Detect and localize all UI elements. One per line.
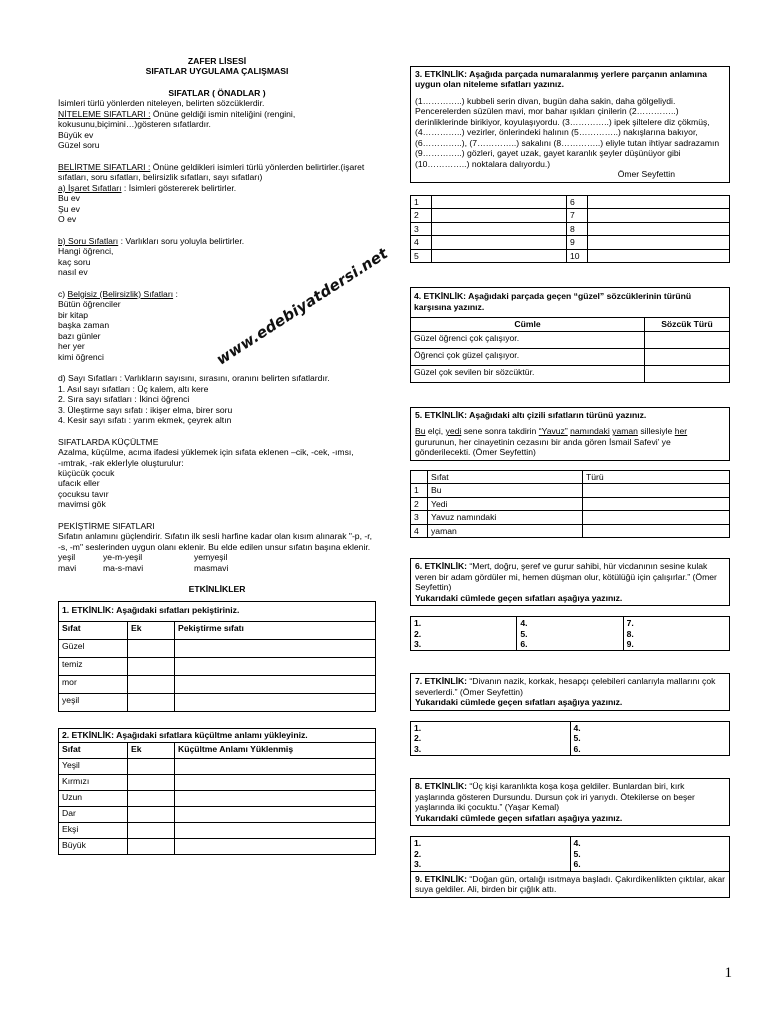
num-label: 6. (573, 743, 581, 754)
num-label: 4. (520, 618, 528, 629)
answer-cell[interactable] (570, 837, 730, 871)
etkinlik-4-title: 4. ETKİNLİK: Aşağıdaki parçada geçen “güzel” sözcüklerinin türünü karşısına yazınız. (411, 288, 730, 318)
table-cell: Dar (59, 806, 128, 822)
etkinlik-3-text: (1…………..) kubbeli serin divan, bugün daha sakin, daha gölgeliydi. Pencerelerden süzülen mavi, mor bahar ışıkları çinilerin (2…………..) derinliklerinde birikiyor, koyulaşıyordu. (3…………..) ipek şiltelere diz çökmüş, (4…………..) vezirler, önlerindeki halının (5…………..) nakışlarına bakıyor, (6…………..), (7…………..) sakalını (8…………..) eliyle tutan ihtiyar sadrazamın (9…………..) gözleri, gayet uzak, gayet karanlık şeyler düşünüyor gibi (10…………..) noktalara dalıyordu.) (415, 95, 720, 169)
example: Bütün öğrenciler (58, 299, 121, 310)
etkinlik-5-title: 5. ETKİNLİK: Aşağıdaki altı çizili sıfatların türünü yazınız. (415, 409, 647, 420)
answer-cell[interactable] (583, 484, 730, 497)
etkinlik-2-title: 2. ETKİNLİK: Aşağıdaki sıfatlara küçültme anlamı yükleyiniz. (59, 729, 376, 742)
answer-cell[interactable] (588, 236, 730, 249)
table-cell: Kırmızı (59, 774, 128, 790)
sayi-item: 1. Asıl sayı sıfatları : Üç kalem, altı kere (58, 383, 209, 394)
num-label: 7. (626, 618, 634, 629)
etkinlik-9-box (410, 872, 730, 898)
table-cell: yaman (428, 524, 583, 537)
example: Şu ev (58, 203, 80, 214)
num-cell: 5 (411, 249, 432, 262)
etkinlik-9-text: 9. ETKİNLİK: “Doğan gün, ortalığı ısıtmaya başladı. Çakırdikenlikten çıktılar, akar suya geldiler. Ali, birden bir çığlık attı. (415, 873, 725, 895)
example: ufacık eller (58, 478, 100, 489)
pekistirme-example: mavi ma-s-mavi masmavi (58, 562, 229, 573)
answer-cell[interactable] (128, 838, 175, 854)
answer-cell[interactable] (411, 837, 571, 871)
answer-cell[interactable] (432, 222, 567, 235)
num-cell: 4 (411, 236, 432, 249)
col-header: Pekiştirme sıfatı (175, 622, 376, 640)
etkinlik-4-table (410, 287, 730, 382)
example: Hangi öğrenci, (58, 246, 114, 257)
example: başka zaman (58, 320, 110, 331)
table-cell: Güzel çok sevilen bir sözcüktür. (411, 365, 645, 382)
page-number: 1 (724, 965, 732, 981)
soru-heading: b) Soru Sıfatları : Varlıkları soru yoluyla belirtirler. (58, 235, 245, 246)
answer-cell[interactable] (588, 209, 730, 222)
etkinlik-5-text: Bu elçi, yedi sene sonra takdirin “Yavuz” namındaki yaman sillesiyle her gururunun, her cinayetinin cezasını bir anda gören İsmail Safevi’ ye gönderilecekti. (Ömer Seyfettin) (415, 426, 688, 458)
num-label: 2. (414, 628, 422, 639)
answer-cell[interactable] (570, 721, 730, 755)
table-cell: Güzel (59, 640, 128, 658)
answer-cell[interactable] (175, 822, 376, 838)
answer-cell[interactable] (175, 694, 376, 712)
example: bazı günler (58, 330, 101, 341)
table-cell: Öğrenci çok güzel çalışıyor. (411, 348, 645, 365)
col-header: Cümle (411, 318, 645, 331)
answer-cell[interactable] (411, 721, 571, 755)
answer-cell[interactable] (175, 774, 376, 790)
num-cell: 1 (411, 195, 432, 208)
isaret-heading: a) İşaret Sıfatları : İsimleri göstererek belirtirler. (58, 182, 237, 193)
answer-cell[interactable] (128, 676, 175, 694)
example: kaç soru (58, 256, 91, 267)
num-label: 6. (520, 638, 528, 649)
section-title: SIFATLAR ( ÖNADLAR ) (168, 87, 266, 98)
niteleme-paragraph: NİTELEME SIFATLARI : Önüne geldiği ismin niteliğini (rengini, kokusunu,biçimini…)gösteren sıfatlardır. (58, 108, 296, 130)
etkinlik-8-answers (410, 836, 730, 871)
answer-cell[interactable] (517, 617, 623, 651)
example: küçücük çocuk (58, 467, 115, 478)
num-cell: 8 (567, 222, 588, 235)
table-cell: mor (59, 676, 128, 694)
answer-cell[interactable] (588, 195, 730, 208)
example: kimi öğrenci (58, 351, 104, 362)
num-cell: 4 (411, 524, 428, 537)
etkinlik-6-box (410, 558, 730, 606)
etkinlik-8-instruction: Yukarıdaki cümlede geçen sıfatları aşağıya yazınız. (415, 812, 623, 823)
answer-cell[interactable] (175, 676, 376, 694)
num-label: 5. (520, 628, 528, 639)
etkinlik-7-box (410, 673, 730, 710)
etkinlik-7-answers (410, 721, 730, 756)
answer-cell[interactable] (623, 617, 729, 651)
sayi-item: 4. Kesir sayı sıfatı : yarım ekmek, çeyrek altın (58, 415, 232, 426)
etkinlik-7-instruction: Yukarıdaki cümlede geçen sıfatları aşağıya yazınız. (415, 697, 623, 708)
col-header: Sıfat (59, 622, 128, 640)
answer-cell[interactable] (128, 640, 175, 658)
answer-cell[interactable] (583, 524, 730, 537)
num-label: 1. (414, 722, 422, 733)
answer-cell[interactable] (175, 838, 376, 854)
num-cell: 2 (411, 209, 432, 222)
col-header: Türü (583, 470, 730, 483)
etkinlik-1-table (58, 601, 376, 712)
answer-cell[interactable] (175, 790, 376, 806)
pekistirme-text: Sıfatın anlamını güçlendirir. Sıfatın ilk sesli harfine kadar olan kısım alınarak "-p, -r, -s, -m" seslerinden uygun olanı eklenir. Bu elde edilen unsur sıfatın başına eklenir. (58, 531, 372, 552)
num-cell: 6 (567, 195, 588, 208)
table-cell: Güzel öğrenci çok çalışıyor. (411, 331, 645, 348)
example: Bu ev (58, 193, 80, 204)
example: O ev (58, 214, 77, 225)
table-cell: Büyük (59, 838, 128, 854)
left-column (58, 56, 376, 855)
num-label: 1. (414, 618, 422, 629)
num-label: 3. (414, 638, 422, 649)
example: bir kitap (58, 309, 89, 320)
etkinlik-6-text: 6. ETKİNLİK: “Mert, doğru, şeref ve gurur sahibi, hür vicdanının sesine kulak veren bir adam gördüler mi, hemen düşman olur, kötülüğü için çalışırlar.” (Ömer Seyfettin) (415, 561, 717, 593)
num-label: 6. (573, 859, 581, 870)
table-cell: Bu (428, 484, 583, 497)
answer-cell[interactable] (645, 348, 730, 365)
kucultme-title: SIFATLARDA KÜÇÜLTME (58, 436, 159, 447)
example: çocuksu tavır (58, 488, 109, 499)
num-label: 4. (573, 722, 581, 733)
example: Büyük ev (58, 129, 94, 140)
num-label: 8. (626, 628, 634, 639)
answer-cell[interactable] (583, 511, 730, 524)
num-cell: 7 (567, 209, 588, 222)
table-cell: temiz (59, 658, 128, 676)
answer-cell[interactable] (588, 249, 730, 262)
etkinlik-6-instruction: Yukarıdaki cümlede geçen sıfatları aşağıya yazınız. (415, 592, 623, 603)
answer-cell[interactable] (432, 249, 567, 262)
answer-cell[interactable] (128, 790, 175, 806)
answer-cell[interactable] (128, 806, 175, 822)
answer-cell[interactable] (175, 758, 376, 774)
answer-cell[interactable] (128, 758, 175, 774)
answer-cell[interactable] (128, 774, 175, 790)
answer-cell[interactable] (128, 694, 175, 712)
answer-cell[interactable] (175, 806, 376, 822)
num-label: 3. (414, 743, 422, 754)
num-cell: 10 (567, 249, 588, 262)
col-header (411, 470, 428, 483)
col-header: Ek (128, 742, 175, 758)
table-cell: Yeşil (59, 758, 128, 774)
col-header: Sözcük Türü (645, 318, 730, 331)
table-cell: yeşil (59, 694, 128, 712)
num-cell: 1 (411, 484, 428, 497)
pekistirme-example: yeşil ye-m-yeşil yemyeşil (58, 552, 228, 563)
answer-cell[interactable] (128, 822, 175, 838)
etkinlik-8-box (410, 778, 730, 826)
pekistirme-title: PEKİŞTİRME SIFATLARI (58, 520, 155, 531)
example: her yer (58, 341, 85, 352)
sayi-intro: d) Sayı Sıfatları : Varlıkların sayısını, sırasını, oranını belirten sıfatlardır. (58, 373, 330, 384)
etkinlik-2-table (58, 728, 376, 854)
num-cell: 2 (411, 497, 428, 510)
num-cell: 3 (411, 511, 428, 524)
example: mavimsi gök (58, 499, 106, 510)
etkinlik-8-text: 8. ETKİNLİK: “Üç kişi karanlıkta koşa koşa geldiler. Bunlardan biri, kırk yaşlarında gösteren Dursundu. Dursun çok iri yarıydı. Ötekilerse on beşer yaşlarında iki çocuktu.” (Yaşar Kemal) (415, 781, 695, 813)
table-cell: Ekşi (59, 822, 128, 838)
col-header: Sıfat (59, 742, 128, 758)
num-label: 3. (414, 859, 422, 870)
belgisiz-heading: c) Belgisiz (Belirsizlik) Sıfatları : (58, 288, 178, 299)
example: nasıl ev (58, 267, 88, 278)
col-header: Ek (128, 622, 175, 640)
kucultme-text: Azalma, küçülme, acıma ifadesi yüklemek için sıfata eklenen –cik, -cek, -ımsı, -ımtrak, -rak eklerİyle oluşturulur: (58, 447, 354, 468)
answer-cell[interactable] (432, 236, 567, 249)
table-cell: Uzun (59, 790, 128, 806)
etkinlik-6-answers (410, 616, 730, 651)
table-cell: Yavuz namındaki (428, 511, 583, 524)
etkinlik-3-answers (410, 195, 730, 263)
example: Güzel soru (58, 140, 100, 151)
etkinlik-5-box (410, 407, 730, 461)
table-cell: Yedi (428, 497, 583, 510)
num-label: 4. (573, 838, 581, 849)
answer-cell[interactable] (175, 640, 376, 658)
num-label: 2. (414, 848, 422, 859)
num-label: 2. (414, 733, 422, 744)
etkinlik-5-table (410, 470, 730, 538)
num-label: 5. (573, 733, 581, 744)
col-header: Küçültme Anlamı Yüklenmiş (175, 742, 376, 758)
sayi-item: 2. Sıra sayı sıfatları : İkinci öğrenci (58, 394, 190, 405)
answer-cell[interactable] (645, 331, 730, 348)
belirtme-paragraph: BELİRTME SIFATLARI : Önüne geldikleri isimleri türlü yönlerden belirtirler.(işaret sıfatları, soru sıfatları, belirsizlik sıfatları, sayı sıfatları) (58, 161, 365, 183)
num-label: 9. (626, 638, 634, 649)
etkinlik-1-title: 1. ETKİNLİK: Aşağıdaki sıfatları pekiştiriniz. (59, 601, 376, 621)
answer-cell[interactable] (432, 209, 567, 222)
sayi-item: 3. Üleştirme sayı sıfatı : ikişer elma, birer soru (58, 404, 233, 415)
num-label: 5. (573, 848, 581, 859)
watermark: www.edebiyatdersi.net (213, 244, 392, 369)
intro-text: İsimleri türlü yönlerden niteleyen, belirten sözcüklerdir. (58, 98, 265, 109)
etkinlik-3-title: 3. ETKİNLİK: Aşağıda parçada numaralanmış yerlere parçanın anlamına uygun olan niteleme sıfatları yazınız. (415, 69, 707, 90)
col-header: Sıfat (428, 470, 583, 483)
answer-cell[interactable] (583, 497, 730, 510)
answer-cell[interactable] (645, 365, 730, 382)
page-title: SIFATLAR UYGULAMA ÇALIŞMASI (145, 66, 289, 77)
num-cell: 9 (567, 236, 588, 249)
etkinlik-3-box (410, 66, 730, 183)
right-column (410, 66, 730, 898)
answer-cell[interactable] (411, 617, 517, 651)
answer-cell[interactable] (588, 222, 730, 235)
num-label: 1. (414, 838, 422, 849)
answer-cell[interactable] (432, 195, 567, 208)
answer-cell[interactable] (128, 658, 175, 676)
etkinlik-7-text: 7. ETKİNLİK: “Divanın nazik, korkak, hesapçı çelebileri canlarıyla mallarını çok severlerdi.” (Ömer Seyfettin) (415, 676, 716, 697)
num-cell: 3 (411, 222, 432, 235)
etkinlikler-title: ETKİNLİKLER (188, 584, 246, 595)
author: Ömer Seyfettin (617, 169, 675, 180)
answer-cell[interactable] (175, 658, 376, 676)
school-name: ZAFER LİSESİ (187, 56, 247, 66)
